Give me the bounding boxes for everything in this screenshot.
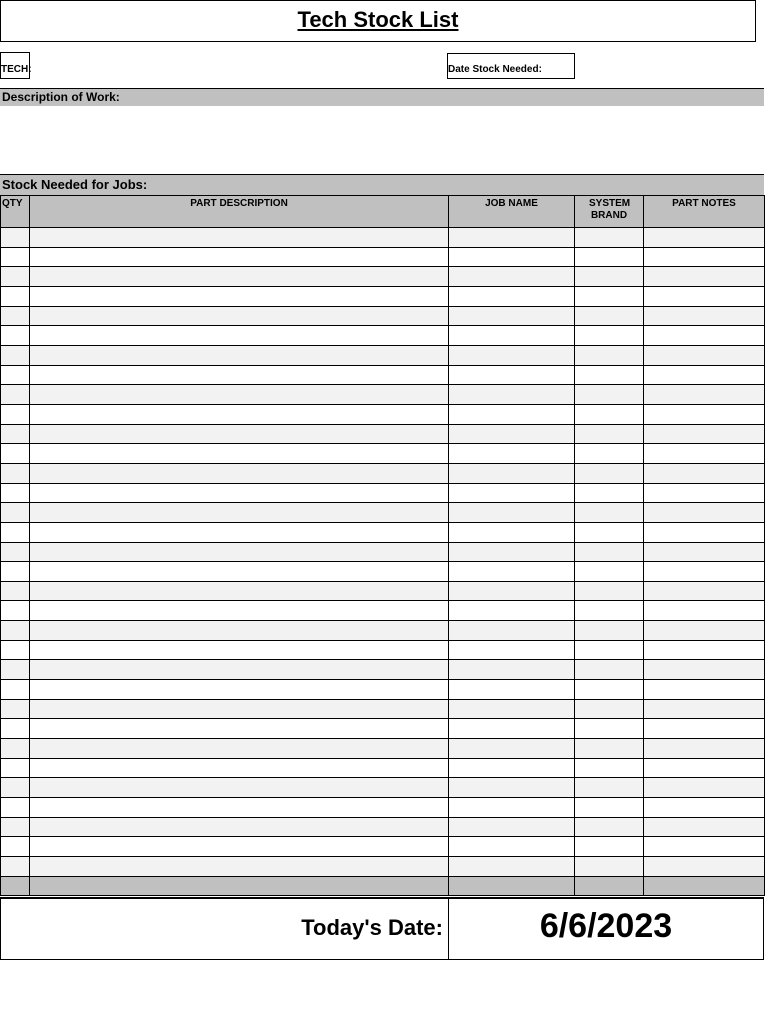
table-row: [1, 503, 765, 523]
qty-cell[interactable]: [1, 542, 30, 562]
job-name-cell[interactable]: [449, 719, 575, 739]
table-row: [1, 522, 765, 542]
system-brand-cell[interactable]: [575, 483, 644, 503]
job-name-cell[interactable]: [449, 778, 575, 798]
part-description-cell[interactable]: [30, 817, 449, 837]
system-brand-cell[interactable]: [575, 286, 644, 306]
part-notes-cell[interactable]: [644, 817, 765, 837]
qty-cell[interactable]: [1, 581, 30, 601]
system-brand-cell[interactable]: [575, 817, 644, 837]
job-name-cell[interactable]: [449, 660, 575, 680]
part-notes-cell[interactable]: [644, 876, 765, 895]
job-name-cell[interactable]: [449, 286, 575, 306]
job-name-cell[interactable]: [449, 601, 575, 621]
part-description-cell[interactable]: [30, 798, 449, 818]
table-row: [1, 680, 765, 700]
job-name-cell[interactable]: [449, 483, 575, 503]
job-name-cell[interactable]: [449, 267, 575, 287]
qty-cell[interactable]: [1, 385, 30, 405]
part-description-cell[interactable]: [30, 876, 449, 895]
system-brand-cell[interactable]: [575, 385, 644, 405]
job-name-cell[interactable]: [449, 857, 575, 877]
system-brand-cell[interactable]: [575, 798, 644, 818]
system-brand-cell[interactable]: [575, 404, 644, 424]
table-row: [1, 640, 765, 660]
table-row: [1, 247, 765, 267]
qty-cell[interactable]: [1, 404, 30, 424]
part-notes-cell[interactable]: [644, 640, 765, 660]
part-description-cell[interactable]: [30, 680, 449, 700]
part-notes-cell[interactable]: [644, 601, 765, 621]
qty-cell[interactable]: [1, 247, 30, 267]
column-header-job-name: JOB NAME: [449, 196, 575, 228]
stock-table-body: [1, 228, 765, 896]
table-row: [1, 817, 765, 837]
system-brand-cell[interactable]: [575, 778, 644, 798]
qty-cell[interactable]: [1, 306, 30, 326]
part-description-cell[interactable]: [30, 404, 449, 424]
part-notes-cell[interactable]: [644, 365, 765, 385]
table-row: [1, 562, 765, 582]
part-notes-cell[interactable]: [644, 463, 765, 483]
part-description-cell[interactable]: [30, 385, 449, 405]
job-name-cell[interactable]: [449, 228, 575, 248]
system-brand-cell[interactable]: [575, 444, 644, 464]
qty-cell[interactable]: [1, 365, 30, 385]
part-description-cell[interactable]: [30, 719, 449, 739]
part-notes-cell[interactable]: [644, 247, 765, 267]
system-brand-cell[interactable]: [575, 247, 644, 267]
table-row: [1, 739, 765, 759]
system-brand-cell[interactable]: [575, 326, 644, 346]
qty-cell[interactable]: [1, 680, 30, 700]
part-notes-cell[interactable]: [644, 699, 765, 719]
page-title: Tech Stock List: [297, 7, 459, 32]
todays-date-value: 6/6/2023: [539, 907, 673, 945]
stock-needed-header: Stock Needed for Jobs:: [0, 174, 764, 196]
job-name-cell[interactable]: [449, 621, 575, 641]
system-brand-cell[interactable]: [575, 424, 644, 444]
table-row: [1, 463, 765, 483]
part-notes-cell[interactable]: [644, 267, 765, 287]
job-name-cell[interactable]: [449, 542, 575, 562]
part-description-cell[interactable]: [30, 522, 449, 542]
date-stock-needed-label: Date Stock Needed:: [448, 64, 542, 75]
part-notes-cell[interactable]: [644, 758, 765, 778]
footer: [0, 897, 764, 960]
part-notes-cell[interactable]: [644, 444, 765, 464]
table-row: [1, 837, 765, 857]
system-brand-cell[interactable]: [575, 522, 644, 542]
part-description-cell[interactable]: [30, 739, 449, 759]
part-description-cell[interactable]: [30, 699, 449, 719]
system-brand-cell[interactable]: [575, 719, 644, 739]
table-row: [1, 286, 765, 306]
column-header-qty: QTY: [1, 196, 30, 228]
part-description-cell[interactable]: [30, 365, 449, 385]
part-notes-cell[interactable]: [644, 404, 765, 424]
job-name-cell[interactable]: [449, 699, 575, 719]
job-name-cell[interactable]: [449, 581, 575, 601]
system-brand-cell[interactable]: [575, 562, 644, 582]
system-brand-cell[interactable]: [575, 876, 644, 895]
part-description-cell[interactable]: [30, 640, 449, 660]
part-description-cell[interactable]: [30, 326, 449, 346]
table-row: [1, 365, 765, 385]
job-name-cell[interactable]: [449, 404, 575, 424]
job-name-cell[interactable]: [449, 365, 575, 385]
job-name-cell[interactable]: [449, 385, 575, 405]
system-brand-cell[interactable]: [575, 758, 644, 778]
qty-cell[interactable]: [1, 699, 30, 719]
job-name-cell[interactable]: [449, 562, 575, 582]
stock-table: [0, 195, 765, 896]
system-brand-cell[interactable]: [575, 699, 644, 719]
table-row: [1, 601, 765, 621]
system-brand-cell[interactable]: [575, 503, 644, 523]
system-brand-cell[interactable]: [575, 837, 644, 857]
qty-cell[interactable]: [1, 463, 30, 483]
part-description-cell[interactable]: [30, 228, 449, 248]
table-row: [1, 267, 765, 287]
part-notes-cell[interactable]: [644, 385, 765, 405]
part-notes-cell[interactable]: [644, 306, 765, 326]
job-name-cell[interactable]: [449, 444, 575, 464]
column-header-part-notes: PART NOTES: [644, 196, 765, 228]
job-name-cell[interactable]: [449, 522, 575, 542]
table-header-row: [1, 196, 765, 228]
table-row: [1, 228, 765, 248]
job-name-cell[interactable]: [449, 798, 575, 818]
tech-label: TECH:: [1, 64, 32, 75]
system-brand-cell[interactable]: [575, 581, 644, 601]
qty-cell[interactable]: [1, 719, 30, 739]
part-notes-cell[interactable]: [644, 542, 765, 562]
part-notes-cell[interactable]: [644, 286, 765, 306]
table-row: [1, 326, 765, 346]
todays-date-label: Today's Date:: [301, 915, 443, 940]
part-description-cell[interactable]: [30, 758, 449, 778]
part-description-cell[interactable]: [30, 837, 449, 857]
part-description-cell[interactable]: [30, 444, 449, 464]
qty-cell[interactable]: [1, 483, 30, 503]
job-name-cell[interactable]: [449, 463, 575, 483]
qty-cell[interactable]: [1, 778, 30, 798]
job-name-cell[interactable]: [449, 326, 575, 346]
job-name-cell[interactable]: [449, 640, 575, 660]
table-row: [1, 778, 765, 798]
part-description-cell[interactable]: [30, 621, 449, 641]
qty-cell[interactable]: [1, 640, 30, 660]
table-row: [1, 542, 765, 562]
qty-cell[interactable]: [1, 758, 30, 778]
part-notes-cell[interactable]: [644, 778, 765, 798]
part-notes-cell[interactable]: [644, 581, 765, 601]
qty-cell[interactable]: [1, 522, 30, 542]
part-description-cell[interactable]: [30, 542, 449, 562]
table-row: [1, 385, 765, 405]
part-notes-cell[interactable]: [644, 621, 765, 641]
table-row: [1, 719, 765, 739]
table-row: [1, 699, 765, 719]
system-brand-cell[interactable]: [575, 601, 644, 621]
table-row: [1, 444, 765, 464]
part-notes-cell[interactable]: [644, 680, 765, 700]
part-notes-cell[interactable]: [644, 228, 765, 248]
job-name-cell[interactable]: [449, 876, 575, 895]
qty-cell[interactable]: [1, 424, 30, 444]
part-description-cell[interactable]: [30, 424, 449, 444]
job-name-cell[interactable]: [449, 680, 575, 700]
job-name-cell[interactable]: [449, 247, 575, 267]
system-brand-cell[interactable]: [575, 267, 644, 287]
job-name-cell[interactable]: [449, 424, 575, 444]
system-brand-cell[interactable]: [575, 680, 644, 700]
part-notes-cell[interactable]: [644, 739, 765, 759]
part-description-cell[interactable]: [30, 247, 449, 267]
job-name-cell[interactable]: [449, 817, 575, 837]
part-description-cell[interactable]: [30, 306, 449, 326]
system-brand-cell[interactable]: [575, 365, 644, 385]
table-row: [1, 483, 765, 503]
qty-cell[interactable]: [1, 876, 30, 895]
qty-cell[interactable]: [1, 621, 30, 641]
qty-cell[interactable]: [1, 837, 30, 857]
job-name-cell[interactable]: [449, 306, 575, 326]
qty-cell[interactable]: [1, 601, 30, 621]
table-row: [1, 660, 765, 680]
qty-cell[interactable]: [1, 660, 30, 680]
job-name-cell[interactable]: [449, 758, 575, 778]
qty-cell[interactable]: [1, 345, 30, 365]
part-description-cell[interactable]: [30, 778, 449, 798]
part-notes-cell[interactable]: [644, 660, 765, 680]
part-notes-cell[interactable]: [644, 424, 765, 444]
job-name-cell[interactable]: [449, 837, 575, 857]
table-row: [1, 758, 765, 778]
job-name-cell[interactable]: [449, 503, 575, 523]
part-notes-cell[interactable]: [644, 562, 765, 582]
part-description-cell[interactable]: [30, 483, 449, 503]
table-row: [1, 424, 765, 444]
part-description-cell[interactable]: [30, 503, 449, 523]
table-row: [1, 798, 765, 818]
system-brand-cell[interactable]: [575, 228, 644, 248]
table-row: [1, 876, 765, 895]
part-notes-cell[interactable]: [644, 857, 765, 877]
part-notes-cell[interactable]: [644, 326, 765, 346]
system-brand-cell[interactable]: [575, 463, 644, 483]
part-description-cell[interactable]: [30, 267, 449, 287]
part-description-cell[interactable]: [30, 345, 449, 365]
system-brand-cell[interactable]: [575, 542, 644, 562]
title-box: [0, 0, 756, 42]
qty-cell[interactable]: [1, 817, 30, 837]
qty-cell[interactable]: [1, 798, 30, 818]
qty-cell[interactable]: [1, 228, 30, 248]
table-row: [1, 345, 765, 365]
part-description-cell[interactable]: [30, 581, 449, 601]
qty-cell[interactable]: [1, 286, 30, 306]
job-name-cell[interactable]: [449, 739, 575, 759]
part-description-cell[interactable]: [30, 660, 449, 680]
qty-cell[interactable]: [1, 326, 30, 346]
table-row: [1, 857, 765, 877]
qty-cell[interactable]: [1, 267, 30, 287]
system-brand-cell[interactable]: [575, 306, 644, 326]
part-notes-cell[interactable]: [644, 345, 765, 365]
table-row: [1, 404, 765, 424]
part-description-cell[interactable]: [30, 286, 449, 306]
qty-cell[interactable]: [1, 739, 30, 759]
part-description-cell[interactable]: [30, 601, 449, 621]
part-notes-cell[interactable]: [644, 522, 765, 542]
system-brand-cell[interactable]: [575, 857, 644, 877]
system-brand-cell[interactable]: [575, 739, 644, 759]
system-brand-cell[interactable]: [575, 345, 644, 365]
description-of-work-header: Description of Work:: [0, 88, 764, 107]
table-row: [1, 581, 765, 601]
qty-cell[interactable]: [1, 562, 30, 582]
qty-cell[interactable]: [1, 857, 30, 877]
job-name-cell[interactable]: [449, 345, 575, 365]
table-row: [1, 621, 765, 641]
column-header-part-description: PART DESCRIPTION: [30, 196, 449, 228]
qty-cell[interactable]: [1, 503, 30, 523]
system-brand-cell[interactable]: [575, 660, 644, 680]
part-description-cell[interactable]: [30, 463, 449, 483]
part-notes-cell[interactable]: [644, 503, 765, 523]
system-brand-cell[interactable]: [575, 621, 644, 641]
part-notes-cell[interactable]: [644, 719, 765, 739]
description-of-work-area[interactable]: [0, 106, 764, 175]
system-brand-cell[interactable]: [575, 640, 644, 660]
column-header-system-brand: SYSTEM BRAND: [575, 196, 644, 228]
part-description-cell[interactable]: [30, 562, 449, 582]
table-row: [1, 306, 765, 326]
part-notes-cell[interactable]: [644, 837, 765, 857]
part-notes-cell[interactable]: [644, 798, 765, 818]
part-description-cell[interactable]: [30, 857, 449, 877]
part-notes-cell[interactable]: [644, 483, 765, 503]
qty-cell[interactable]: [1, 444, 30, 464]
